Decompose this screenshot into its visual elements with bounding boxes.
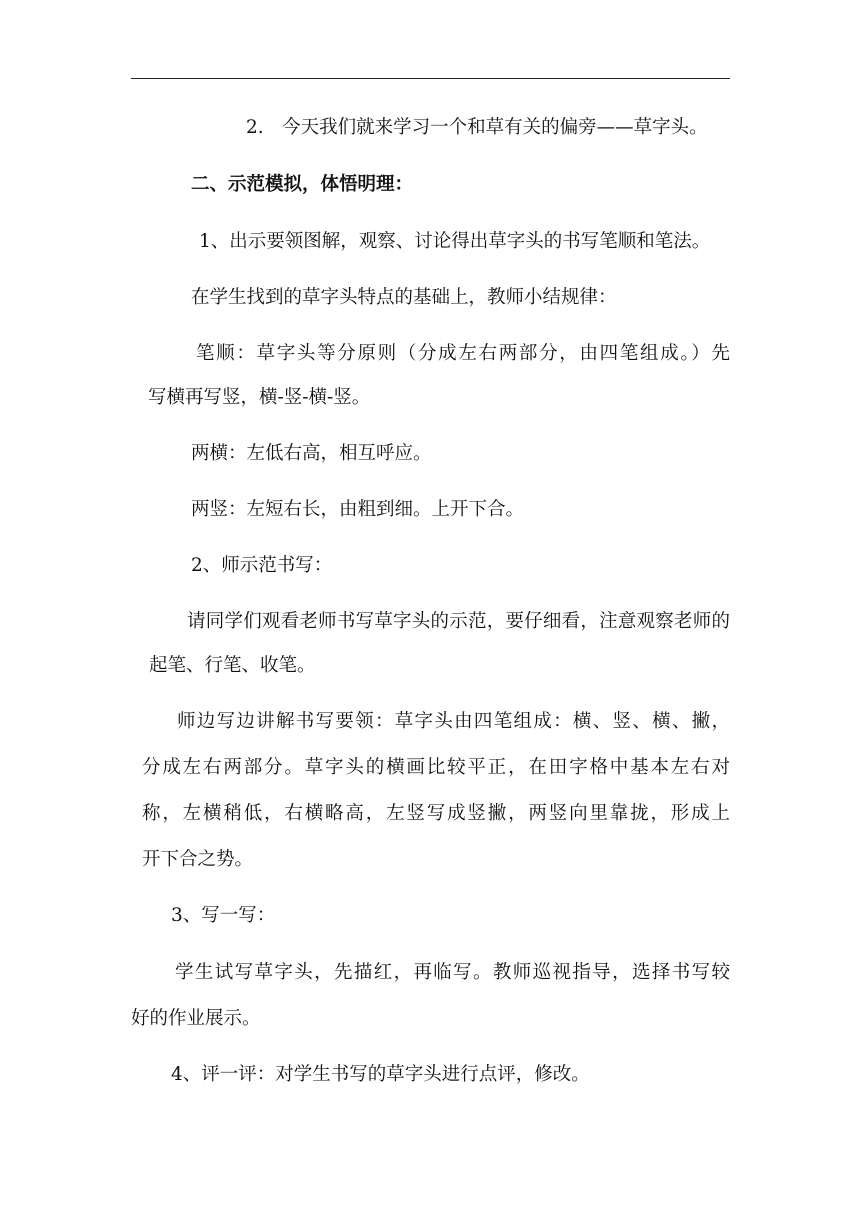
step-1-heading: 1、出示要领图解，观察、讨论得出草字头的书写笔顺和笔法。	[199, 231, 711, 252]
step-4-heading: 4、评一评：对学生书写的草字头进行点评，修改。	[171, 1064, 590, 1085]
paragraph-practice-line-1: 学生试写草字头，先描红，再临写。教师巡视指导，选择书写较	[175, 962, 730, 983]
paragraph-two-verticals: 两竖：左短右长，由粗到细。上开下合。	[191, 499, 525, 520]
paragraph-intro-point-2: 2. 今天我们就来学习一个和草有关的偏旁——草字头。	[246, 117, 708, 138]
step-2-heading: 2、师示范书写：	[191, 555, 333, 576]
paragraph-explanation-line-3: 称，左横稍低，右横略高，左竖写成竖撇，两竖向里靠拢，形成上	[142, 803, 730, 824]
header-rule	[131, 78, 730, 79]
paragraph-two-horizontals: 两横：左低右高，相互呼应。	[191, 443, 432, 464]
step-3-heading: 3、写一写：	[171, 905, 276, 926]
paragraph-explanation-line-2: 分成左右两部分。草字头的横画比较平正，在田字格中基本左右对	[142, 757, 730, 778]
paragraph-teacher-summary: 在学生找到的草字头特点的基础上，教师小结规律：	[191, 287, 617, 308]
paragraph-explanation-line-4: 开下合之势。	[142, 849, 254, 870]
paragraph-stroke-order-line-1: 笔顺：草字头等分原则（分成左右两部分，由四笔组成。）先	[196, 343, 730, 364]
paragraph-stroke-order-line-2: 写横再写竖，横-竖-横-竖。	[148, 387, 371, 408]
paragraph-practice-line-2: 好的作业展示。	[131, 1008, 261, 1029]
section-heading-demonstration: 二、示范模拟，体悟明理：	[191, 174, 414, 195]
paragraph-explanation-line-1: 师边写边讲解书写要领：草字头由四笔组成：横、竖、横、撇，	[177, 711, 730, 732]
paragraph-watch-demo-line-2: 起笔、行笔、收笔。	[149, 655, 316, 676]
paragraph-watch-demo-line-1: 请同学们观看老师书写草字头的示范，要仔细看，注意观察老师的	[187, 611, 730, 632]
